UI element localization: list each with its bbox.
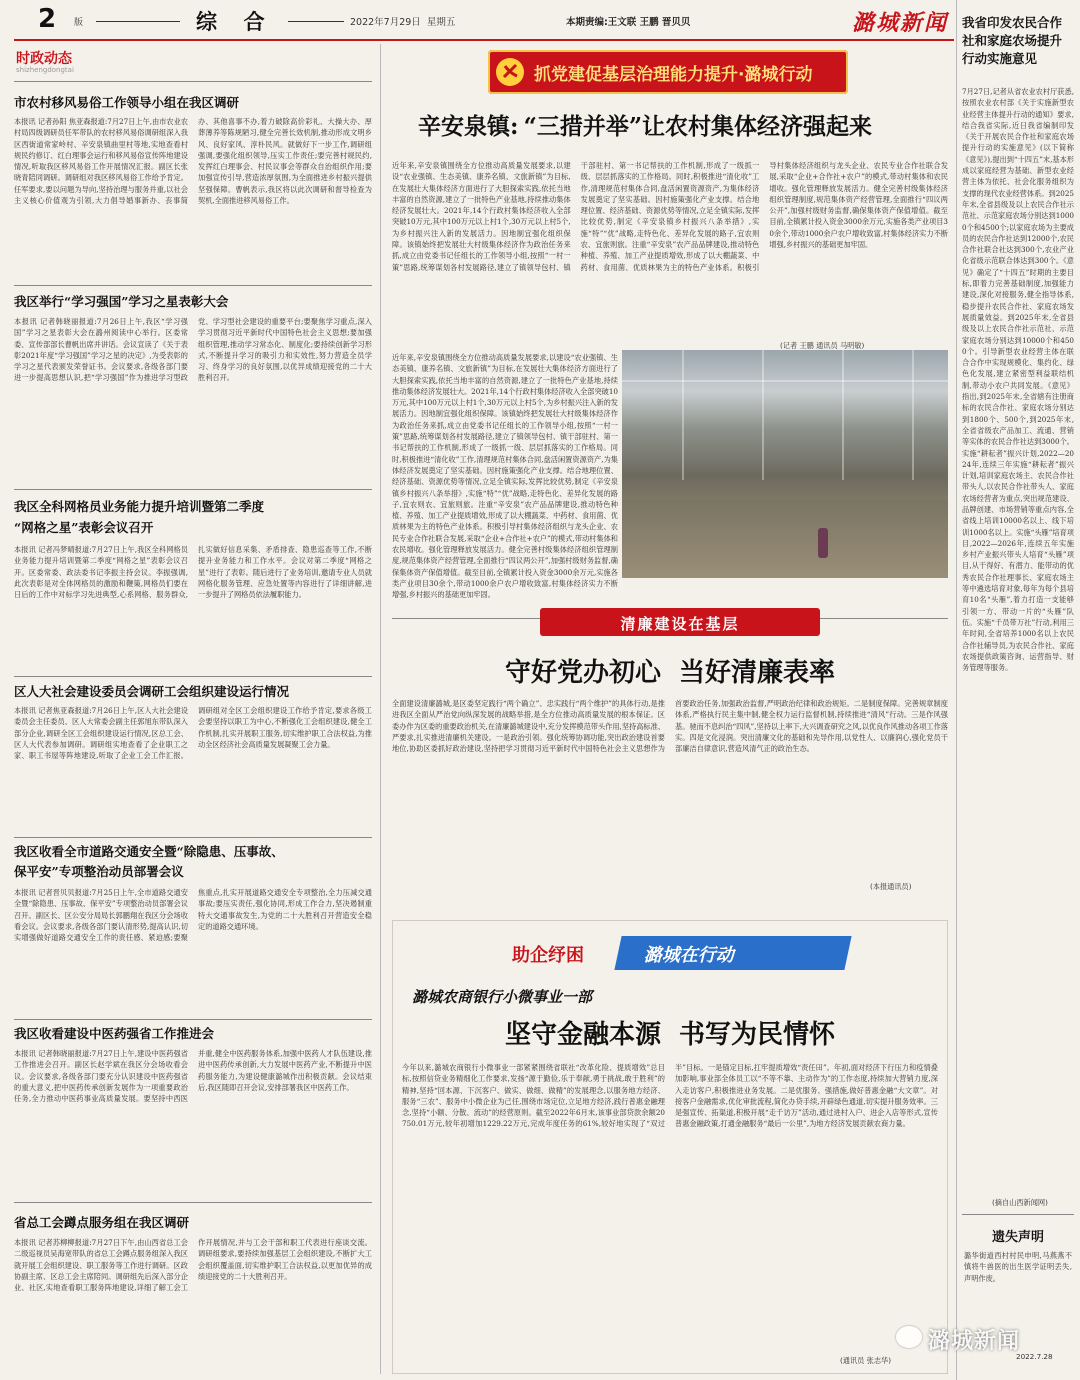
article-7-body: 本报讯 记者苏柳柳报道:7月27日下午,由山西省总工会二级巡视员吴海宽带队的省总工会蹲点服务组深入我区就开展工会组织建设、职工服务等工作进行调研。区政协副主席、区总工会主席陪同。调研组先后深入部分企业、社区,实地查看职工服务阵地建设,详细了解工会工作开展情况,并与工会干部和职工代表进行座谈交流。调研组要求,要持续加强基层工会组织建设,不断扩大工会组织覆盖面,切实维护职工合法权益,以更加优异的成绩迎接党的二十大胜利召开。 [14, 1238, 372, 1293]
page-number-suffix: 版 [74, 18, 84, 28]
clean-banner [540, 608, 820, 636]
right-rule [962, 1214, 1074, 1215]
rule-2 [14, 489, 372, 490]
enterprise-banner-right-text: 潞城在行动 [643, 945, 734, 966]
story-2-body: 全面建设清廉潞城,是区委坚定践行“两个确立”、忠实践行“两个维护”的具体行动,是推进我区全面从严治党向纵深发展的战略举措,是全方位推动高质量发展的根本保证。区委办作为区委的重要政治机关,在清廉潞城建设中,充分发挥模范带头作用,坚持高标准、严要求,扎实推进清廉机关建设。一是政治引领。强化统筹协调功能,突出政治建设首要地位,协助区委抓好政治建设,坚持把学习贯彻习近平新时代中国特色社会主义思想作为首要政治任务,加强政治监督,严明政治纪律和政治规矩。二是制度保障。完善规章制度体系,严格执行民主集中制,健全权力运行监督机制,持续推进“清风”行动。三是作风强基。驰而不息纠治“四风”,坚持以上率下,大兴调查研究之风,以优良作风推动各项工作落实。四是文化浸润。突出清廉文化的基础和先导作用,以党性人、以廉润心,强化党员干部廉洁自律意识,营造风清气正的政治生态。 [392, 699, 948, 754]
story-1-title-main: “三措并举”让农村集体经济强起来 [523, 113, 873, 140]
greenhouse-frame-1 [622, 380, 948, 382]
watermark [896, 1322, 1066, 1356]
article-2-body: 本报讯 记者韩晓丽报道:7月26日上午,我区“学习强国”学习之星表彰大会在潞州阅读中心举行。区委常委、宣传部部长曹帆出席并讲话。会议宣读了《关于表彰2021年度“学习强国”学习之星的决定》,为受表彰的学习之星代表颁发荣誉证书。会议要求,各级各部门要进一步提高思想认识,把“学习强国”作为推进学习型政党、学习型社会建设的重要平台;要聚焦学习重点,深入学习贯彻习近平新时代中国特色社会主义思想;要加强组织管理,推动学习常态化、制度化;要持续创新学习形式,不断提升学习的吸引力和实效性,努力营造全员学习、终身学习的良好氛围,以优异成绩迎接党的二十大胜利召开。 [14, 317, 372, 383]
section-name: 综 合 [196, 9, 269, 34]
soil-row [622, 500, 948, 578]
column-pinyin: shizhengdongtai [16, 66, 74, 74]
story-3-body: 今年以来,潞城农商银行小微事业一部紧紧围绕省联社“改革化险、提质增效”总目标,按照信贷业务精细化工作要求,发扬“源于勤俭,乐于奉献,勇于挑战,敢于胜利”的精神,坚持“回本源、下沉客户、做实、做细、做精”的发展理念,以服务地方经济、服务“三农”、服务中小微企业为己任,围绕市场定位,立足地方经济,践行普惠金融理念,坚持“小额、分散、流动”的经营原则。截至2022年6月末,该事业部贷款余额20750.01万元,较年初增加1229.22万元,完成年度任务的61%,较好地实现了“双过半”目标。一是锚定目标,扛牢提质增效“责任田”。年初,面对经济下行压力和疫情叠加影响,事业部全体员工以“不等不靠、主动作为”的工作态度,持续加大营销力度,深入走访客户,积极推进业务发展。二是优服务、强措施,做好普惠金融“大文章”。对接客户金融需求,优化审批流程,简化办贷手续,开辟绿色通道,切实提升服务效率。三是强宣传、拓渠道,积极开展“走千访万”活动,通过进村入户、进企入店等形式,宣传普惠金融政策,打通金融服务“最后一公里”,为地方经济发展贡献农商力量。 [402, 1063, 938, 1129]
article-1-title: 市农村移风易俗工作领导小组在我区调研 [14, 95, 240, 110]
paper-name: 潞城新闻 [852, 10, 949, 36]
article-3-title-line1: 我区全科网格员业务能力提升培训暨第二季度 [14, 499, 265, 514]
article-4-body: 本报讯 记者焦亚森报道:7月26日上午,区人大社会建设委员会主任委员、区人大常委会副主任郭旭东带队深入部分企业,调研全区工会组织建设运行情况,区总工会、区人大代表参加调研。调研组实地查看了企业职工之家、职工书屋等阵地建设,听取了企业工会工作汇报。调研组对全区工会组织建设工作给予肯定,要求各级工会要坚持以职工为中心,不断强化工会组织建设,健全工作机制,扎实开展职工服务,切实维护职工合法权益,为推动全区经济社会高质量发展凝聚工会力量。 [14, 706, 372, 761]
notice-date: 2022.7.28 [1016, 1352, 1053, 1361]
story-1-title [418, 108, 938, 152]
notice-title: 遗失声明 [991, 1230, 1044, 1245]
greenhouse-photo [622, 350, 948, 578]
watermark-text: 潞城新闻 [928, 1329, 1021, 1354]
article-5-title-line2: 保平安”专项整治动员部署会议 [14, 864, 184, 879]
story-2-title: 守好党办初心 当好清廉表率 [504, 658, 836, 688]
article-7-title: 省总工会蹲点服务组在我区调研 [14, 1215, 190, 1230]
article-1-body: 本报讯 记者孙阳 焦亚森报道:7月27日上午,由市农业农村局四级调研员任军带队的农村移风易俗调研组深入我区西街道常家岭村、辛安泉镇曲里村等地,实地查看村规民约修订、红白理事会运行和移风易俗宣传阵地建设情况,听取我区移风易俗工作开展情况汇报。副区长张晓青陪同调研。调研组对我区移风易俗工作给予肯定。任军要求,要以问题为导向,坚持治理与服务并重,以社会主义核心价值观为引领,大力倡导婚事新办、丧事简办、其他喜事不办,着力破除高价彩礼、大操大办、厚葬薄养等陈规陋习,健全完善长效机制,推动形成文明乡风、良好家风、淳朴民风。就做好下一步工作,调研组强调,要强化组织领导,压实工作责任;要完善村规民约,发挥红白理事会、村民议事会等群众自治组织作用;要加强宣传引导,营造浓厚氛围,为全面推进乡村振兴提供坚强保障。曹帆表示,我区将以此次调研和督导检查为契机,全面推进移风易俗工作。 [14, 117, 372, 206]
right-article-body: 7月27日,记者从省农业农村厅获悉,按照农业农村部《关于实施新型农业经营主体提升行动的通知》要求,结合我省实际,近日我省编制印发《关于开展农民合作社和家庭农场提升行动的实施意见》(以下简称《意见》),提出到“十四五”末,基本形成以家庭经营为基础、新型农业经营主体为依托、社会化服务组织为支撑的现代农业经营体系。到2025年末,全省县级及以上农民合作社示范社、示范家庭农场分别达到10000个和4500个;以家庭农场为主要成员的农民合作社达到12000个,农民合作社联合社达到300个,农业产业化省级示范联合体达到300个。《意见》确定了“十四五”时期的主要目标,即着力完善基础制度,加强能力建设,深化对接服务,健全指导体系,稳步提升农民合作社、家庭农场发展质量效益。到2025年末,全省县级及以上农民合作社示范社、示范家庭农场分别达到10000个和4500个。引导新型农业经营主体在联合合作中实现规模化、集约化、绿色化发展,建立紧密型利益联结机制,带动小农户共同发展。《意见》指出,到2025年末,全省辖有注册商标的农民合作社、家庭农场分别达到1800个、500个,到2025年末,全省省级农产品加工、流通、营销等实体的农民合作社达到3000个。实施“耕耘者”振兴计划,2022—2024年,连续三年实施“耕耘者”振兴计划,培训家庭农场主、农民合作社带头人,以农民合作社带头人、家庭农场经营者为重点,突出规范建设、品牌创建、市场营销等重点内容,全省线上培训10000名以上、线下培训1000名以上。实施“头雁”培育项目,2022—2026年,连续五年实施乡村产业振兴带头人培育“头雁”项目,从干得好、有潜力、能带动的优秀农民合作社理事长、家庭农场主等中遴选培育对象,每年为每个县培育10名“头雁”,着力打造一支能够引领一方、带动一片的“头雁”队伍。实施“千员带万社”行动,利用三年时间,全省培养1000名以上农民合作社辅导员,为农民合作社、家庭农场提供政策咨询、运营指导、财务管理等服务。 [962, 87, 1074, 673]
story-3-title: 坚守金融本源 书写为民情怀 [504, 1020, 836, 1050]
rule-1 [14, 285, 372, 286]
worker-figure [818, 528, 828, 558]
greenhouse-frame-4 [842, 350, 844, 480]
left-top-rule [14, 81, 372, 82]
story-3-byline: (通讯员 张志华) [840, 1356, 892, 1365]
right-divider [956, 0, 957, 1380]
article-5-body: 本报讯 记者晋贝贝报道:7月25日上午,全市道路交通安全暨“除隐患、压事故、保平安”专项整治动员部署会议召开。副区长、区公安分局局长郭鹏翔在我区分会场收看会议。会议要求,各级各部门要认清形势,提高认识,切实增强做好道路交通安全工作的责任感、紧迫感;要聚焦重点,扎实开展道路交通安全专项整治,全力压减交通事故;要压实责任,强化协同,形成工作合力,坚决遏制重特大交通事故发生,为党的二十大胜利召开营造安全稳定的道路交通环境。 [14, 888, 372, 943]
rule-4 [14, 837, 372, 838]
enterprise-banner-left-text: 助企纾困 [512, 945, 584, 966]
editors: 本期责编:王文联 王鹏 晋贝贝 [566, 17, 691, 28]
story-2-byline: (本报通讯员) [870, 882, 912, 891]
wechat-icon [896, 1326, 922, 1348]
article-4-title: 区人大社会建设委员会调研工会组织建设运行情况 [14, 684, 290, 699]
greenhouse-frame-3 [762, 350, 764, 480]
page-header [0, 0, 1080, 44]
story-1-body: 近年来,辛安泉镇围绕全方位推动高质量发展要求,以建设“农业强镇、生态美镇、康养名镇、文旅新镇”为目标,在发展壮大集体经济方面进行了大胆探索实践,依托当地丰富的自然资源,建立了一批特色产业基地,持续推动集体经济发展壮大。2021年,14个行政村集体经济收入全部突破10万元,其中100万元以上村1个,30万元以上村5个,为乡村振兴注入新的发展活力。因地制宜强化组织保障。该镇始终把发展壮大村级集体经济作为政治任务来抓,成立由党委书记任组长的工作领导小组,按照“一村一策”思路,统筹谋划各村发展路径,建立了镇领导包村、镇干部驻村、第一书记帮扶的工作机制,形成了一级抓一级、层层抓落实的工作格局。同时,积极推进“清化收”工作,清理规范村集体合同,盘活闲置资源资产,为集体经济发展奠定了坚实基础。因村施策强化产业支撑。结合地理位置、经济基础、资源优势等情况,立足全镇实际,发挥比较优势,制定《辛安泉镇乡村振兴八条举措》,实施“特”“优”战略,走特色化、差异化发展的路子,宜农则农、宜旅则旅。注重“辛安泉”农产品品牌建设,推动特色种植、养殖、加工产业提质增效,形成了以大棚蔬菜、中药材、食用菌、优质林果为主的特色产业体系。积极引导村集体经济组织与龙头企业、农民专业合作社联合发展,采取“企业+合作社+农户”的模式,带动村集体和农民增收。强化管理释放发展活力。健全完善村级集体经济组织管理制度,规范集体资产经营管理,全面推行“四议两公开”,加强村级财务监督,确保集体资产保值增值。截至目前,全镇累计投入资金3000余万元,实施各类产业项目30余个,带动1000余户农户增收致富,村集体经济实力不断增强,乡村振兴的基础更加牢固。 [392, 161, 948, 272]
header-rule-mid [288, 21, 344, 22]
theme-banner-text: 抓党建促基层治理能力提升·潞城行动 [534, 65, 813, 85]
header-rule [14, 39, 954, 41]
story-1-byline: (记者 王鹏 通讯员 马明敏) [780, 341, 865, 350]
article-3-body: 本报讯 记者冯梦晴报道:7月27日上午,我区全科网格员业务能力提升培训暨第二季度“网格之星”表彰会议召开。区委常委、政法委书记李振主持会议。李振强调,此次表彰是对全体网格员的激励和鞭策,网格员们要在日后的工作中对标学习先进典型,心系网格、服务群众,扎实做好信息采集、矛盾排查、隐患巡查等工作,不断提升业务能力和工作水平。会议对第二季度“网格之星”进行了表彰。随后进行了业务培训,邀请专业人员就网格化服务管理、应急处置等内容进行了详细讲解,进一步提升了网格员依法履职能力。 [14, 545, 372, 600]
article-6-body: 本报讯 记者韩晓丽报道:7月27日上午,建设中医药强省工作推进会召开。副区长赵学斌在我区分会场收看会议。会议要求,各级各部门要充分认识建设中医药强省的重大意义,把中医药传承创新发展作为一项重要政治任务,全力推动中医药事业高质量发展。要坚持中西医并重,健全中医药服务体系,加强中医药人才队伍建设,推进中医药传承创新,大力发展中医药产业,不断提升中医药服务能力,为建设健康潞城作出积极贡献。会议结束后,我区随即召开会议,安排部署我区中医药工作。 [14, 1049, 372, 1104]
greenhouse-frame-2 [682, 350, 684, 480]
story-1-body-lower: 近年来,辛安泉镇围绕全方位推动高质量发展要求,以建设“农业强镇、生态美镇、康养名镇、文旅新镇”为目标,在发展壮大集体经济方面进行了大胆探索实践,依托当地丰富的自然资源,建立了一批特色产业基地,持续推动集体经济发展壮大。2021年,14个行政村集体经济收入全部突破10万元,其中100万元以上村1个,30万元以上村5个,为乡村振兴注入新的发展活力。因地制宜强化组织保障。该镇始终把发展壮大村级集体经济作为政治任务来抓,成立由党委书记任组长的工作领导小组,按照“一村一策”思路,统筹谋划各村发展路径,建立了镇领导包村、镇干部驻村、第一书记帮扶的工作机制,形成了一级抓一级、层层抓落实的工作格局。同时,积极推进“清化收”工作,清理规范村集体合同,盘活闲置资源资产,为集体经济发展奠定了坚实基础。因村施策强化产业支撑。结合地理位置、经济基础、资源优势等情况,立足全镇实际,发挥比较优势,制定《辛安泉镇乡村振兴八条举措》,实施“特”“优”战略,走特色化、差异化发展的路子,宜农则农、宜旅则旅。注重“辛安泉”农产品品牌建设,推动特色种植、养殖、加工产业提质增效,形成了以大棚蔬菜、中药材、食用菌、优质林果为主的特色产业体系。积极引导村集体经济组织与龙头企业、农民专业合作社联合发展,采取“企业+合作社+农户”的模式,带动村集体和农民增收。强化管理释放发展活力。健全完善村级集体经济组织管理制度,规范集体资产经营管理,全面推行“四议两公开”,加强村级财务监督,确保集体资产保值增值。截至目前,全镇累计投入资金3000余万元,实施各类产业项目30余个,带动1000余户农户增收致富,村集体经济实力不断增强,乡村振兴的基础更加牢固。 [392, 353, 618, 600]
party-emblem-icon [496, 58, 524, 86]
theme-banner [488, 50, 848, 94]
article-3-title-line2: “网格之星”表彰会议召开 [14, 520, 154, 535]
column-title-block [14, 48, 114, 78]
enterprise-banner [488, 936, 848, 970]
story-1-title-prefix: 辛安泉镇: [418, 113, 519, 140]
rule-3 [14, 676, 372, 677]
page-number: 2 [38, 4, 57, 34]
header-rule-left [96, 21, 180, 22]
left-center-divider [380, 44, 381, 1374]
article-2-title: 我区举行“学习强国”学习之星表彰大会 [14, 294, 229, 309]
notice-body: 潞华街道西村村民申明,马燕燕不慎将牛兽医的出生医学证明丢失,声明作废。 [964, 1251, 1072, 1283]
right-article-source: (摘自山西新闻网) [992, 1198, 1048, 1207]
column-title: 时政动态 [16, 51, 72, 67]
issue-date: 2022年7月29日 星期五 [350, 17, 456, 28]
clean-banner-text: 清廉建设在基层 [620, 615, 740, 633]
rule-6 [14, 1202, 372, 1203]
enterprise-banner-right [614, 936, 851, 970]
story-3-kicker: 潞城农商银行小微事业一部 [412, 988, 593, 1006]
article-6-title: 我区收看建设中医药强省工作推进会 [14, 1026, 215, 1041]
greenhouse-frame-5 [912, 350, 914, 480]
article-5-title-line1: 我区收看全市道路交通安全暨“除隐患、压事故、 [14, 844, 284, 859]
right-article-title: 我省印发农民合作社和家庭农场提升行动实施意见 [962, 15, 1063, 66]
rule-5 [14, 1019, 372, 1020]
